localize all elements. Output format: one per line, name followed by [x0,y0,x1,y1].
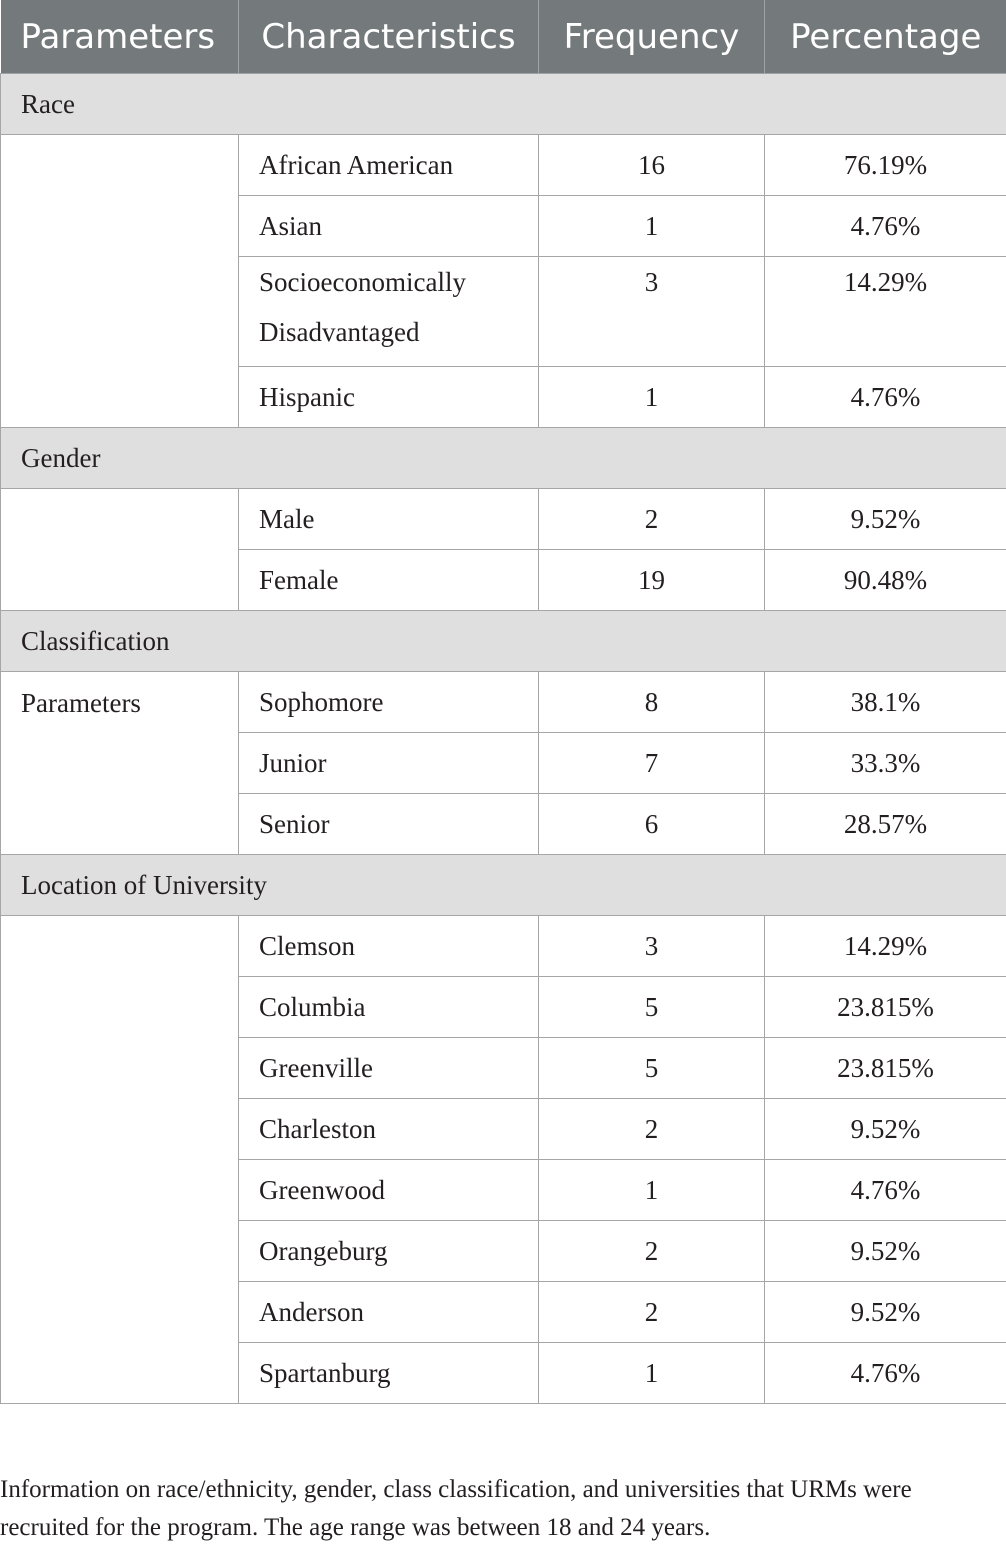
percentage-cell: 14.29% [765,257,1006,367]
header-characteristics: Characteristics [239,0,539,74]
section-row-race [1,74,1006,135]
characteristic-cell: Clemson [239,916,539,977]
frequency-cell: 19 [539,550,765,611]
frequency-cell: 16 [539,135,765,196]
characteristic-cell: Male [239,489,539,550]
table-row [1,916,1006,977]
table-footnote: Information on race/ethnicity, gender, class classification, and universities that URMs were recruited for the program. The age range was between 18 and 24 years. [0,1476,912,1541]
percentage-cell: 4.76% [765,1160,1006,1221]
percentage-cell: 9.52% [765,1221,1006,1282]
percentage-cell: 14.29% [765,916,1006,977]
section-title: Location of University [1,855,1006,916]
frequency-cell: 6 [539,794,765,855]
characteristic-cell: Female [239,550,539,611]
characteristic-cell: Charleston [239,1099,539,1160]
section-row-classification [1,611,1006,672]
characteristic-cell: African American [239,135,539,196]
header-percentage: Percentage [765,0,1006,74]
percentage-cell: 9.52% [765,1099,1006,1160]
row-parameter-cell [1,489,239,611]
row-parameter-cell: Parameters [1,672,239,855]
percentage-cell: 4.76% [765,196,1006,257]
percentage-cell: 23.815% [765,977,1006,1038]
characteristic-cell: Junior [239,733,539,794]
table-row [1,672,1006,733]
table-row [1,489,1006,550]
row-parameter-cell [1,135,239,428]
characteristic-cell: Senior [239,794,539,855]
percentage-cell: 23.815% [765,1038,1006,1099]
frequency-cell: 1 [539,367,765,428]
percentage-cell: 28.57% [765,794,1006,855]
percentage-cell: 90.48% [765,550,1006,611]
section-title: Classification [1,611,1006,672]
characteristic-cell: Anderson [239,1282,539,1343]
characteristic-cell: Greenwood [239,1160,539,1221]
section-row-location [1,855,1006,916]
frequency-cell: 3 [539,257,765,367]
frequency-cell: 2 [539,1221,765,1282]
percentage-cell: 33.3% [765,733,1006,794]
frequency-cell: 2 [539,1282,765,1343]
header-row [1,0,1006,74]
percentage-cell: 4.76% [765,1343,1006,1404]
characteristic-cell: Hispanic [239,367,539,428]
percentage-cell: 9.52% [765,489,1006,550]
frequency-cell: 1 [539,1343,765,1404]
characteristic-cell: Socioeconomically Disadvantaged [239,257,539,367]
characteristic-cell: Greenville [239,1038,539,1099]
frequency-cell: 3 [539,916,765,977]
characteristic-cell: Columbia [239,977,539,1038]
header-frequency: Frequency [539,0,765,74]
percentage-cell: 38.1% [765,672,1006,733]
table-row [1,135,1006,196]
section-row-gender [1,428,1006,489]
percentage-cell: 4.76% [765,367,1006,428]
percentage-cell: 76.19% [765,135,1006,196]
frequency-cell: 5 [539,1038,765,1099]
frequency-cell: 1 [539,196,765,257]
characteristic-cell: Sophomore [239,672,539,733]
characteristic-cell: Spartanburg [239,1343,539,1404]
characteristic-cell: Orangeburg [239,1221,539,1282]
header-parameters: Parameters [1,0,239,74]
frequency-cell: 8 [539,672,765,733]
row-parameter-cell [1,916,239,1404]
frequency-cell: 1 [539,1160,765,1221]
frequency-cell: 5 [539,977,765,1038]
section-title: Gender [1,428,1006,489]
section-title: Race [1,74,1006,135]
frequency-cell: 2 [539,489,765,550]
frequency-cell: 2 [539,1099,765,1160]
percentage-cell: 9.52% [765,1282,1006,1343]
frequency-cell: 7 [539,733,765,794]
characteristic-cell: Asian [239,196,539,257]
